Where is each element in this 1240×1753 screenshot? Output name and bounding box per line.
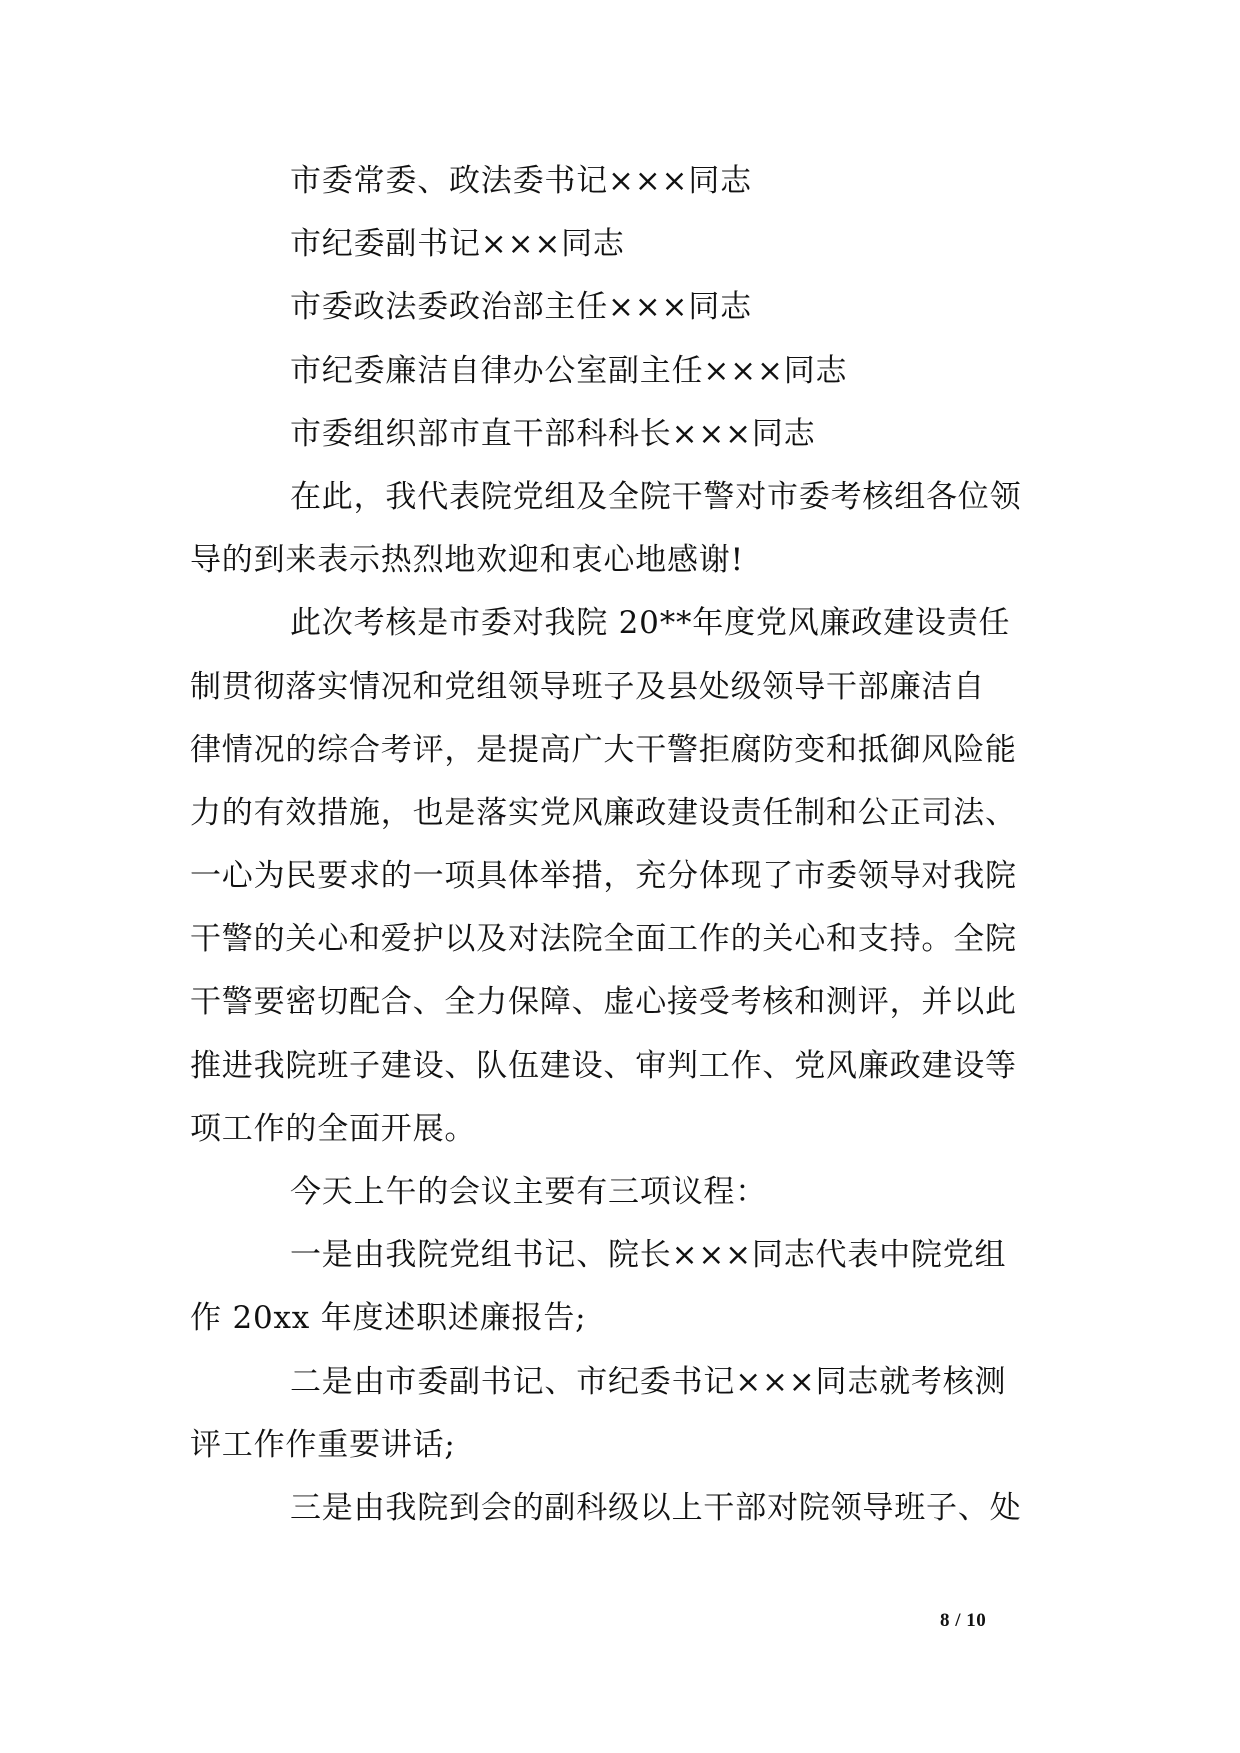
paragraph-line: 干警的关心和爱护以及对法院全面工作的关心和支持。全院 [190,921,1017,958]
page-number: 8 / 10 [940,1610,987,1631]
paragraph-line: 律情况的综合考评，是提高广大干警拒腐防变和抵御风险能 [190,731,1017,768]
agenda-item-line: 三是由我院到会的副科级以上干部对院领导班子、处 [290,1489,1022,1526]
attendee-line: 市委政法委政治部主任×××同志 [290,289,752,326]
paragraph-line: 制贯彻落实情况和党组领导班子及县处级领导干部廉洁自 [190,668,985,705]
attendee-line: 市纪委副书记×××同志 [290,226,625,263]
paragraph-line: 推进我院班子建设、队伍建设、审判工作、党风廉政建设等 [190,1047,1017,1084]
agenda-item-line: 二是由市委副书记、市纪委书记×××同志就考核测 [290,1363,1007,1400]
paragraph-line: 今天上午的会议主要有三项议程： [290,1174,767,1210]
attendee-line: 市委常委、政法委书记×××同志 [290,163,752,199]
agenda-item-line: 一是由我院党组书记、院长×××同志代表中院党组 [290,1237,1007,1274]
agenda-item-line: 评工作作重要讲话; [190,1426,456,1463]
attendee-line: 市纪委廉洁自律办公室副主任×××同志 [290,352,848,389]
paragraph-line: 力的有效措施，也是落实党风廉政建设责任制和公正司法、 [190,794,1017,831]
paragraph-line: 一心为民要求的一项具体举措，充分体现了市委领导对我院 [190,858,1017,895]
attendee-line: 市委组织部市直干部科科长×××同志 [290,415,816,452]
paragraph-line: 干警要密切配合、全力保障、虚心接受考核和测评，并以此 [190,984,1017,1021]
document-body [190,150,1060,1540]
paragraph-line: 此次考核是市委对我院 20**年度党风廉政建设责任 [290,605,1011,642]
paragraph-line: 导的到来表示热烈地欢迎和衷心地感谢! [190,542,744,579]
paragraph-line: 在此，我代表院党组及全院干警对市委考核组各位领 [290,478,1022,515]
agenda-item-line: 作 20xx 年度述职述廉报告; [190,1300,587,1337]
paragraph-line: 项工作的全面开展。 [190,1110,477,1147]
